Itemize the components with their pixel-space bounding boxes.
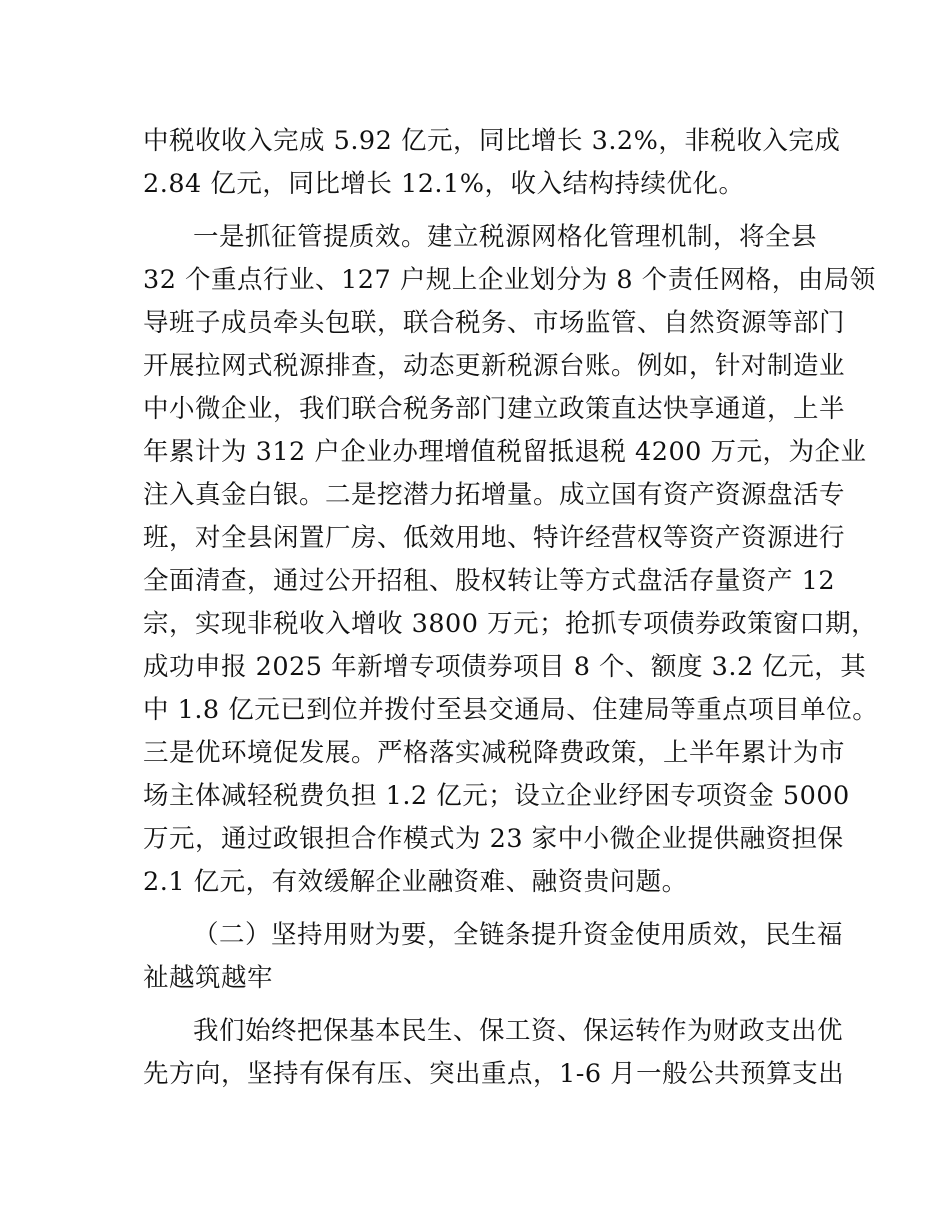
text-line: 宗，实现非税收入增收 3800 万元；抢抓专项债券政策窗口期， (143, 609, 878, 639)
text-line: 先方向，坚持有保有压、突出重点，1-6 月一般公共预算支出 (143, 1059, 845, 1089)
text-line: 中小微企业，我们联合税务部门建立政策直达快享通道，上半 (143, 394, 846, 424)
section-heading-continued: 祉越筑越牢 (143, 963, 274, 993)
text-line: 开展拉网式税源排查，动态更新税源台账。例如，针对制造业 (143, 351, 846, 381)
text-line: 年累计为 312 户企业办理增值税留抵退税 4200 万元，为企业 (143, 437, 867, 467)
text-line: 全面清查，通过公开招租、股权转让等方式盘活存量资产 12 (143, 566, 836, 596)
text-line: 场主体减轻税费负担 1.2 亿元；设立企业纾困专项资金 5000 (143, 781, 850, 811)
text-line: 2.84 亿元，同比增长 12.1%，收入结构持续优化。 (143, 169, 745, 199)
text-line: 注入真金白银。二是挖潜力拓增量。成立国有资产资源盘活专 (143, 480, 846, 510)
text-line: 中 1.8 亿元已到位并拨付至县交通局、住建局等重点项目单位。 (143, 695, 879, 725)
text-line: 中税收收入完成 5.92 亿元，同比增长 3.2%，非税收入完成 (143, 126, 841, 156)
text-line: 成功申报 2025 年新增专项债券项目 8 个、额度 3.2 亿元，其 (143, 652, 867, 682)
text-line: 万元，通过政银担合作模式为 23 家中小微企业提供融资担保 (143, 824, 844, 854)
section-heading: （二）坚持用财为要，全链条提升资金使用质效，民生福 (193, 920, 844, 950)
text-line: 32 个重点行业、127 户规上企业划分为 8 个责任网格，由局领 (143, 265, 876, 295)
paragraph-first-line: 我们始终把保基本民生、保工资、保运转作为财政支出优 (193, 1016, 844, 1046)
text-line: 导班子成员牵头包联，联合税务、市场监管、自然资源等部门 (143, 308, 846, 338)
text-line: 班，对全县闲置厂房、低效用地、特许经营权等资产资源进行 (143, 523, 846, 553)
paragraph-first-line: 一是抓征管提质效。建立税源网格化管理机制，将全县 (193, 222, 818, 252)
text-line: 三是优环境促发展。严格落实减税降费政策，上半年累计为市 (143, 738, 846, 768)
text-line: 2.1 亿元，有效缓解企业融资难、融资贵问题。 (143, 867, 688, 897)
